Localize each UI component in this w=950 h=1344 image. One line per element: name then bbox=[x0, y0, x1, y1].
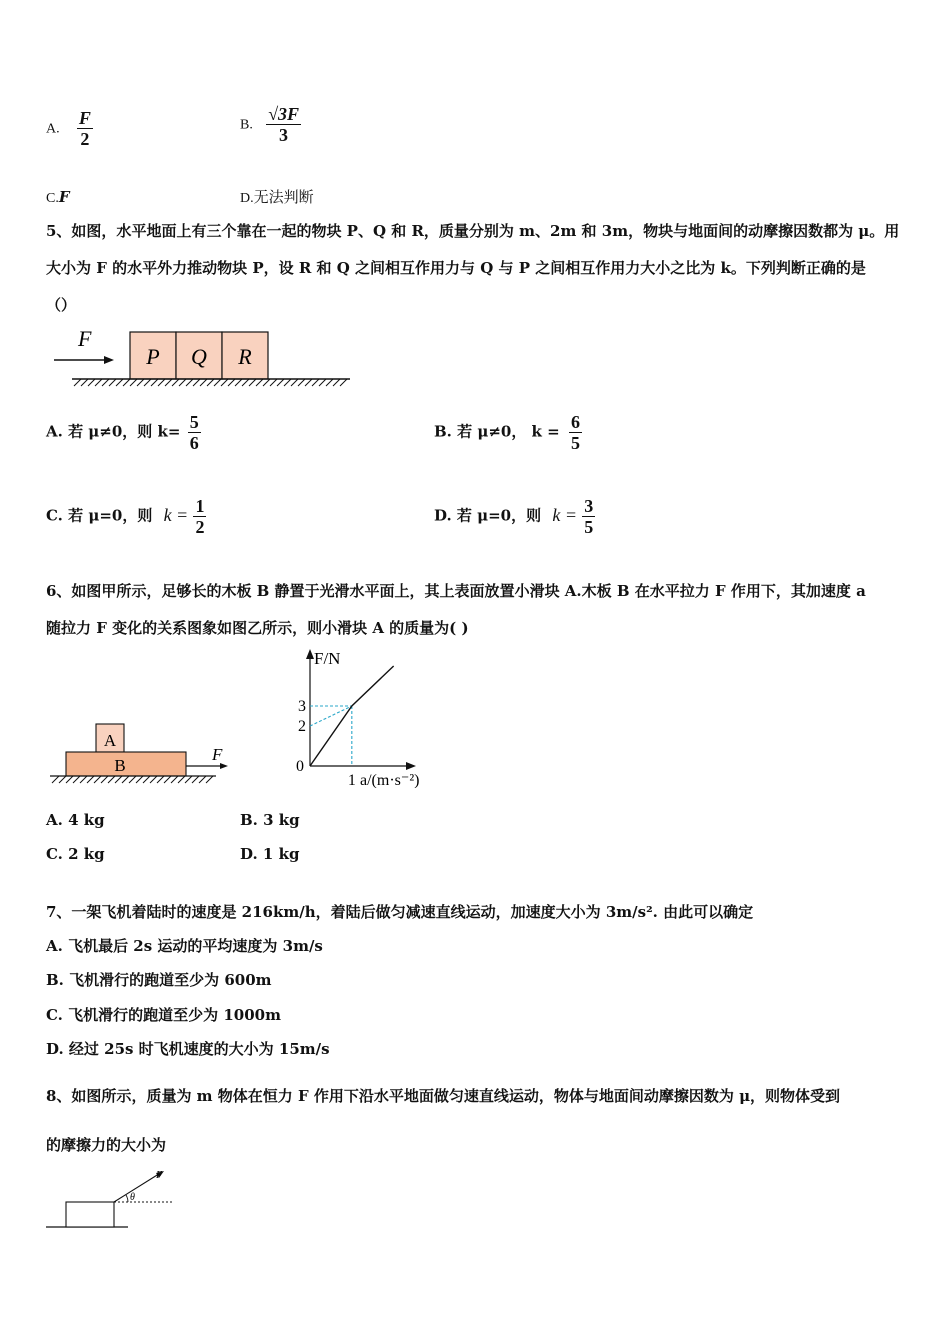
q8-force-label: F bbox=[156, 1170, 163, 1181]
q5-option-a-fraction bbox=[188, 412, 201, 453]
q8-angle-arc bbox=[126, 1195, 128, 1202]
q6-option-a: A. 4 kg bbox=[46, 811, 105, 829]
q4-option-b bbox=[240, 104, 301, 145]
hatch-mark bbox=[235, 379, 242, 386]
hatch-mark bbox=[207, 379, 214, 386]
q4-option-c-value: F bbox=[58, 188, 70, 206]
hatch-mark bbox=[193, 379, 200, 386]
q6-chart-y-label: F/N bbox=[314, 649, 341, 668]
q5-option-c-text: C. 若 μ=0，则 bbox=[46, 506, 153, 525]
hatch-mark bbox=[59, 776, 66, 783]
q5-force-label: F bbox=[78, 326, 92, 351]
q5-block-q-label: Q bbox=[191, 344, 207, 369]
q4-option-d-label: D. bbox=[240, 191, 254, 206]
hatch-mark bbox=[179, 379, 186, 386]
hatch-mark bbox=[115, 776, 122, 783]
q8-force-line bbox=[114, 1172, 162, 1202]
hatch-mark bbox=[242, 379, 249, 386]
hatch-mark bbox=[305, 379, 312, 386]
hatch-mark bbox=[116, 379, 123, 386]
q6-chart-y-tick-3: 3 bbox=[298, 698, 306, 715]
hatch-mark bbox=[199, 776, 206, 783]
hatch-mark bbox=[221, 379, 228, 386]
hatch-mark bbox=[164, 776, 171, 783]
hatch-mark bbox=[137, 379, 144, 386]
q6-figure-a bbox=[46, 718, 236, 790]
q6-ground-hatch bbox=[52, 776, 213, 783]
hatch-mark bbox=[101, 776, 108, 783]
q4-option-a-numerator: F bbox=[78, 108, 91, 128]
hatch-mark bbox=[319, 379, 326, 386]
hatch-mark bbox=[157, 776, 164, 783]
q5-option-c-denominator: 2 bbox=[195, 517, 205, 537]
hatch-mark bbox=[277, 379, 284, 386]
q6-stem-line1: 6、如图甲所示，足够长的木板 B 静置于光滑水平面上，其上表面放置小滑块 A.木板 B 在水平拉力 F 作用下，其加速度 a bbox=[46, 582, 866, 600]
q5-option-d-k: k = bbox=[552, 504, 577, 525]
q4-option-b-denominator: 3 bbox=[279, 125, 289, 145]
q8-stem-line1: 8、如图所示，质量为 m 物体在恒力 F 作用下沿水平地面做匀速直线运动，物体与地面间动摩擦因数为 μ，则物体受到 bbox=[46, 1087, 841, 1105]
q4-option-b-numerator: √3F bbox=[268, 104, 299, 124]
hatch-mark bbox=[87, 776, 94, 783]
q6-board-b bbox=[66, 752, 186, 776]
q5-option-c bbox=[46, 496, 206, 537]
q6-chart-x-tick-1: 1 bbox=[347, 772, 356, 788]
q7-option-c: C. 飞机滑行的跑道至少为 1000m bbox=[46, 1006, 281, 1024]
q7-option-b: B. 飞机滑行的跑道至少为 600m bbox=[46, 971, 272, 989]
q5-option-a-text: A. 若 μ≠0，则 k= bbox=[46, 422, 181, 441]
q4-option-a-fraction bbox=[77, 108, 93, 149]
q6-stem-line2: 随拉力 F 变化的关系图象如图乙所示，则小滑块 A 的质量为( ) bbox=[46, 619, 469, 637]
q8-block bbox=[66, 1202, 114, 1227]
q4-option-c bbox=[46, 187, 70, 209]
hatch-mark bbox=[340, 379, 347, 386]
hatch-mark bbox=[73, 776, 80, 783]
hatch-mark bbox=[81, 379, 88, 386]
q6-board-b-label: B bbox=[114, 756, 126, 775]
hatch-mark bbox=[123, 379, 130, 386]
q5-option-c-fraction bbox=[193, 496, 206, 537]
hatch-mark bbox=[284, 379, 291, 386]
q5-option-b-fraction bbox=[569, 412, 582, 453]
hatch-mark bbox=[95, 379, 102, 386]
hatch-mark bbox=[94, 776, 101, 783]
hatch-mark bbox=[172, 379, 179, 386]
q5-option-a-denominator: 6 bbox=[189, 433, 199, 453]
q5-stem-line3: （） bbox=[46, 296, 77, 314]
hatch-mark bbox=[256, 379, 263, 386]
q8-stem-line2: 的摩擦力的大小为 bbox=[46, 1136, 167, 1154]
q6-force-label: F bbox=[212, 745, 223, 764]
hatch-mark bbox=[80, 776, 87, 783]
hatch-mark bbox=[130, 379, 137, 386]
hatch-mark bbox=[298, 379, 305, 386]
q6-chart-y-tick-2: 2 bbox=[298, 718, 306, 735]
hatch-mark bbox=[228, 379, 235, 386]
q5-option-b-text: B. 若 μ≠0， k = bbox=[434, 422, 560, 441]
hatch-mark bbox=[200, 379, 207, 386]
q7-option-a: A. 飞机最后 2s 运动的平均速度为 3m/s bbox=[46, 937, 323, 955]
q5-option-c-k: k = bbox=[163, 504, 189, 525]
q4-option-d bbox=[240, 187, 314, 209]
q7-option-d: D. 经过 25s 时飞机速度的大小为 15m/s bbox=[46, 1040, 330, 1058]
q5-option-d-denominator: 5 bbox=[584, 517, 594, 537]
q5-option-d-fraction bbox=[582, 496, 595, 537]
q4-option-a-label: A. bbox=[46, 121, 60, 137]
q8-angle-label: θ bbox=[130, 1192, 135, 1203]
hatch-mark bbox=[74, 379, 81, 386]
hatch-mark bbox=[151, 379, 158, 386]
q5-option-c-numerator: 1 bbox=[195, 496, 205, 516]
hatch-mark bbox=[214, 379, 221, 386]
hatch-mark bbox=[143, 776, 150, 783]
hatch-mark bbox=[249, 379, 256, 386]
hatch-mark bbox=[102, 379, 109, 386]
q6-chart-marks bbox=[310, 666, 394, 766]
hatch-mark bbox=[270, 379, 277, 386]
q6-chart-origin-label: 0 bbox=[296, 758, 304, 775]
hatch-mark bbox=[129, 776, 136, 783]
q5-option-a bbox=[46, 412, 201, 453]
q5-ground-hatch bbox=[74, 379, 347, 386]
q7-stem: 7、一架飞机着陆时的速度是 216km/h，着陆后做匀减速直线运动，加速度大小为 3m/s². 由此可以确定 bbox=[46, 903, 754, 921]
hatch-mark bbox=[66, 776, 73, 783]
q5-option-b-numerator: 6 bbox=[570, 412, 580, 432]
q5-figure bbox=[46, 326, 356, 392]
hatch-mark bbox=[171, 776, 178, 783]
hatch-mark bbox=[178, 776, 185, 783]
hatch-mark bbox=[312, 379, 319, 386]
hatch-mark bbox=[144, 379, 151, 386]
hatch-mark bbox=[192, 776, 199, 783]
hatch-mark bbox=[108, 776, 115, 783]
hatch-mark bbox=[333, 379, 340, 386]
q5-block-r-label: R bbox=[238, 344, 252, 369]
q6-chart-y-arrowhead bbox=[306, 649, 314, 659]
q5-block-p-label: P bbox=[146, 344, 160, 369]
q5-force-arrowhead bbox=[104, 356, 114, 364]
q4-option-a bbox=[46, 108, 93, 149]
hatch-mark bbox=[122, 776, 129, 783]
q8-figure bbox=[44, 1164, 178, 1234]
hatch-mark bbox=[136, 776, 143, 783]
q4-option-a-denominator: 2 bbox=[80, 129, 90, 149]
hatch-mark bbox=[206, 776, 213, 783]
hatch-mark bbox=[165, 379, 172, 386]
hatch-mark bbox=[88, 379, 95, 386]
q5-stem-line1: 5、如图，水平地面上有三个靠在一起的物块 P、Q 和 R，质量分别为 m、2m 和 3m，物块与地面间的动摩擦因数都为 μ。用 bbox=[46, 222, 900, 240]
q4-option-b-fraction bbox=[266, 104, 301, 145]
hatch-mark bbox=[109, 379, 116, 386]
q6-chart-x-label: a/(m·s⁻²) bbox=[360, 772, 420, 788]
hatch-mark bbox=[291, 379, 298, 386]
q6-option-c: C. 2 kg bbox=[46, 845, 105, 863]
hatch-mark bbox=[158, 379, 165, 386]
hatch-mark bbox=[150, 776, 157, 783]
hatch-mark bbox=[185, 776, 192, 783]
q6-option-b: B. 3 kg bbox=[240, 811, 300, 829]
q5-option-d bbox=[434, 496, 595, 537]
q6-option-d: D. 1 kg bbox=[240, 845, 300, 863]
hatch-mark bbox=[263, 379, 270, 386]
q4-option-d-text: 无法判断 bbox=[253, 188, 314, 206]
q6-chart-x-arrowhead bbox=[406, 762, 416, 770]
q5-stem-line2: 大小为 F 的水平外力推动物块 P，设 R 和 Q 之间相互作用力与 Q 与 P 之间相互作用力大小之比为 k。下列判断正确的是 bbox=[46, 259, 866, 277]
q4-option-b-label: B. bbox=[240, 117, 253, 133]
q5-option-b-denominator: 5 bbox=[570, 433, 580, 453]
hatch-mark bbox=[52, 776, 59, 783]
q6-block-a-label: A bbox=[103, 731, 117, 750]
q4-option-c-label: C. bbox=[46, 191, 59, 206]
q6-chart bbox=[284, 646, 444, 788]
q5-option-b bbox=[434, 412, 582, 453]
q5-option-d-numerator: 3 bbox=[584, 496, 594, 516]
hatch-mark bbox=[326, 379, 333, 386]
hatch-mark bbox=[186, 379, 193, 386]
q5-option-d-text: D. 若 μ=0，则 bbox=[434, 506, 542, 525]
q5-option-a-numerator: 5 bbox=[189, 412, 199, 432]
